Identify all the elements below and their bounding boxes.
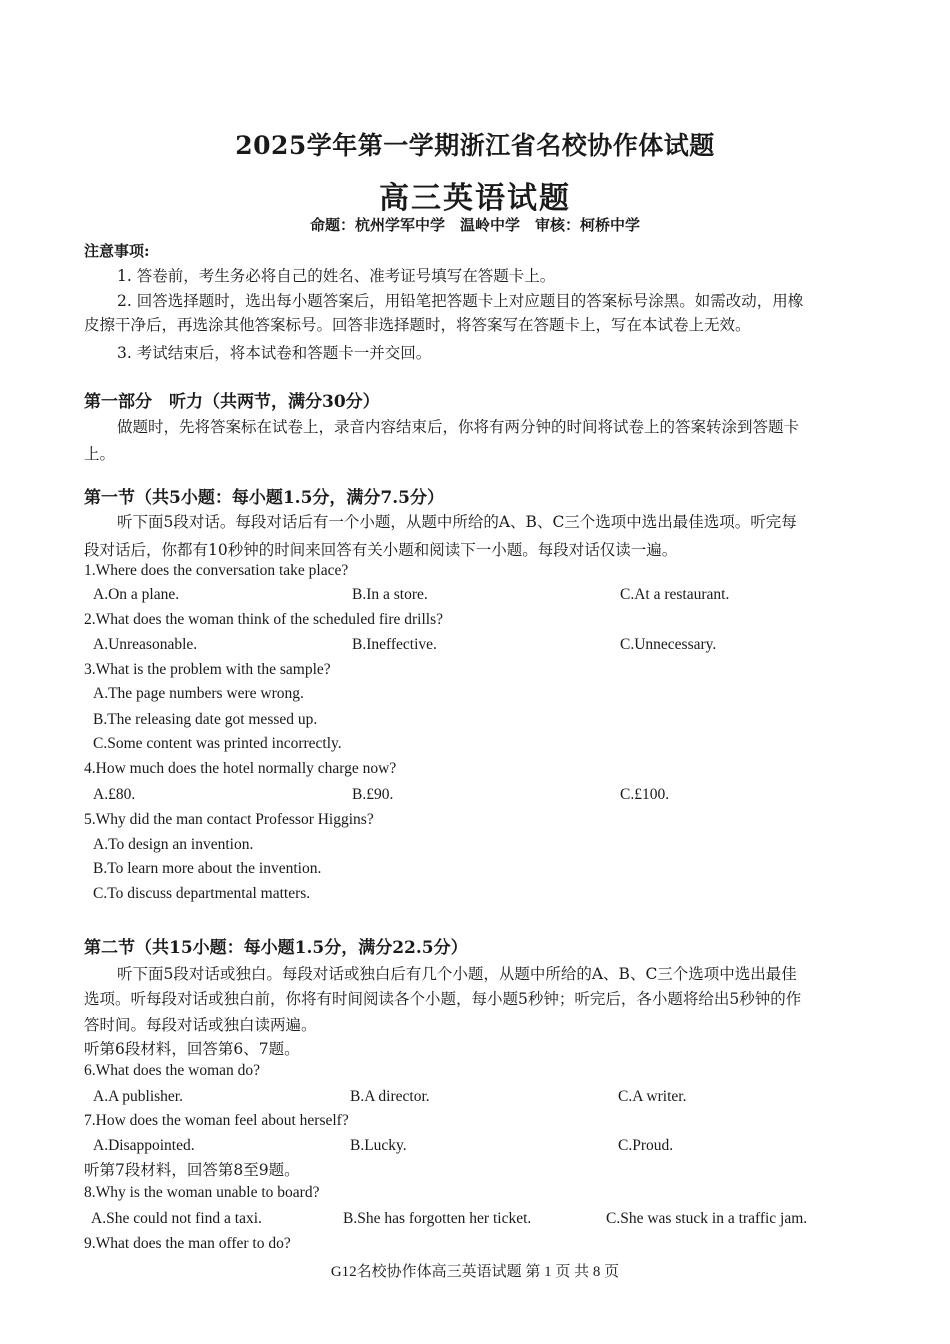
option-2b: B.Ineffective. (352, 636, 437, 653)
section1-intro-b: 段对话后，你都有10秒钟的时间来回答有关小题和阅读下一小题。每段对话仅读一遍。 (84, 541, 678, 559)
option-8b: B.She has forgotten her ticket. (343, 1210, 532, 1227)
authors-line: 命题：杭州学军中学 温岭中学 审核：柯桥中学 (309, 216, 640, 234)
option-3c: C.Some content was printed incorrectly. (93, 735, 342, 752)
question-1: 1.Where does the conversation take place? (84, 562, 349, 579)
option-8c: C.She was stuck in a traffic jam. (606, 1210, 808, 1227)
option-6c: C.A writer. (618, 1088, 687, 1105)
option-7c: C.Proud. (618, 1137, 674, 1154)
question-6: 6.What does the woman do? (84, 1062, 261, 1079)
option-1a: A.On a plane. (93, 586, 180, 603)
option-7a: A.Disappointed. (93, 1137, 195, 1154)
question-3: 3.What is the problem with the sample? (84, 661, 331, 678)
notice-item-1: 1. 答卷前，考生务必将自己的姓名、准考证号填写在答题卡上。 (117, 267, 556, 285)
option-4a: A.£80. (93, 786, 136, 803)
section2-heading: 第二节（共15小题：每小题1.5分，满分22.5分） (84, 938, 468, 958)
part1-intro-a: 做题时，先将答案标在试卷上，录音内容结束后，你将有两分钟的时间将试卷上的答案转涂到答题卡 (117, 418, 800, 436)
exam-title: 2025学年第一学期浙江省名校协作体试题 (235, 131, 715, 160)
option-3b: B.The releasing date got messed up. (93, 711, 318, 728)
part1-intro-b: 上。 (84, 445, 116, 463)
material-6-note: 听第6段材料，回答第6、7题。 (84, 1040, 300, 1058)
option-2c: C.Unnecessary. (620, 636, 717, 653)
material-7-note: 听第7段材料，回答第8至9题。 (84, 1161, 300, 1179)
notice-item-3: 3. 考试结束后，将本试卷和答题卡一并交回。 (117, 344, 432, 362)
section2-intro-a: 听下面5段对话或独白。每段对话或独白后有几个小题，从题中所给的A、B、C三个选项中选出最佳 (117, 965, 797, 983)
option-3a: A.The page numbers were wrong. (93, 685, 304, 702)
option-6b: B.A director. (350, 1088, 430, 1105)
option-5c: C.To discuss departmental matters. (93, 885, 311, 902)
notice-item-2a: 2. 回答选择题时，选出每小题答案后，用铅笔把答题卡上对应题目的答案标号涂黑。如需改动，用橡 (117, 292, 804, 310)
option-5b: B.To learn more about the invention. (93, 860, 322, 877)
page-footer: G12名校协作体高三英语试题 第 1 页 共 8 页 (330, 1264, 620, 1280)
option-2a: A.Unreasonable. (93, 636, 198, 653)
question-2: 2.What does the woman think of the scheduled fire drills? (84, 611, 443, 628)
section1-intro-a: 听下面5段对话。每段对话后有一个小题，从题中所给的A、B、C三个选项中选出最佳选项。听完每 (117, 513, 797, 531)
option-1c: C.At a restaurant. (620, 586, 730, 603)
option-7b: B.Lucky. (350, 1137, 407, 1154)
question-5: 5.Why did the man contact Professor Higgins? (84, 811, 374, 828)
option-4c: C.£100. (620, 786, 670, 803)
question-8: 8.Why is the woman unable to board? (84, 1184, 320, 1201)
section2-intro-c: 答时间。每段对话或独白读两遍。 (84, 1016, 317, 1034)
section2-intro-b: 选项。听每段对话或独白前，你将有时间阅读各个小题，每小题5秒钟；听完后，各小题将给出5秒钟的作 (84, 990, 802, 1008)
question-9: 9.What does the man offer to do? (84, 1235, 291, 1252)
section1-heading: 第一节（共5小题：每小题1.5分，满分7.5分） (84, 488, 444, 508)
part1-heading: 第一部分 听力（共两节，满分30分） (84, 392, 380, 412)
exam-subtitle: 高三英语试题 (379, 181, 571, 216)
notice-heading: 注意事项: (84, 242, 150, 260)
notice-item-2b: 皮擦干净后，再选涂其他答案标号。回答非选择题时，将答案写在答题卡上，写在本试卷上无效。 (84, 316, 751, 334)
question-7: 7.How does the woman feel about herself? (84, 1112, 349, 1129)
option-1b: B.In a store. (352, 586, 428, 603)
option-8a: A.She could not find a taxi. (91, 1210, 262, 1227)
question-4: 4.How much does the hotel normally charge now? (84, 760, 397, 777)
option-6a: A.A publisher. (93, 1088, 183, 1105)
option-4b: B.£90. (352, 786, 394, 803)
option-5a: A.To design an invention. (93, 836, 254, 853)
